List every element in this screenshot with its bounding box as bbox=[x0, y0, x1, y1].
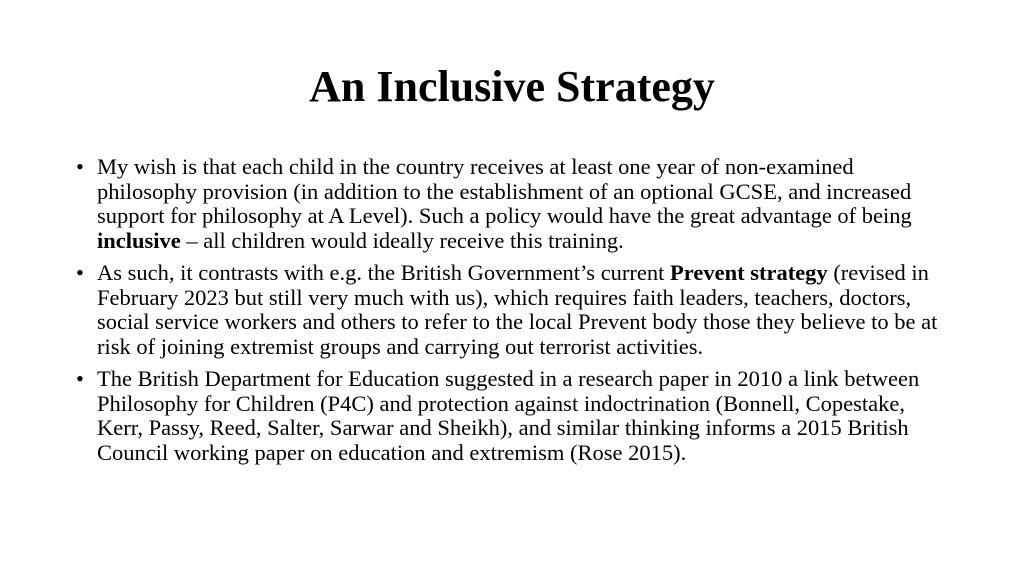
bullet-list bbox=[76, 155, 956, 473]
bullet-2-emphasis: Prevent strategy bbox=[670, 260, 828, 285]
bullet-2-text-a: As such, it contrasts with e.g. the British Government’s current bbox=[97, 260, 671, 285]
bullet-icon: • bbox=[76, 260, 84, 285]
bullet-item-3 bbox=[76, 367, 956, 465]
bullet-item-2 bbox=[76, 261, 956, 359]
bullet-3-text: The British Department for Education suggested in a research paper in 2010 a link between Philosophy for Children (P4C) and protection against indoctrination (Bonnell, Copestake, Kerr, Passy, Reed, Salter, Sarwar and Sheikh), and similar thinking informs a 2015 British Council working paper on education and extremism (Rose 2015). bbox=[97, 366, 920, 465]
bullet-1-text-b: – all children would ideally receive this training. bbox=[180, 227, 624, 253]
bullet-item-1 bbox=[76, 155, 956, 253]
bullet-icon: • bbox=[76, 366, 84, 391]
bullet-2-text-b: (revised in February 2023 but still very much with us), which requires faith leaders, teachers, doctors, social service workers and others to refer to the local Prevent body those they believe to be at risk of joining extremist groups and carrying out terrorist activities. bbox=[97, 260, 938, 359]
bullet-icon: • bbox=[76, 154, 84, 179]
slide-title: An Inclusive Strategy bbox=[309, 62, 715, 111]
bullet-1-text-a: My wish is that each child in the country receives at least one year of non-examined philosophy provision (in addition to the establishment of an optional GCSE, and increased support for philosophy at A Level). Such a policy would have the great advantage of being bbox=[97, 154, 912, 228]
bullet-1-emphasis: inclusive bbox=[97, 227, 181, 253]
